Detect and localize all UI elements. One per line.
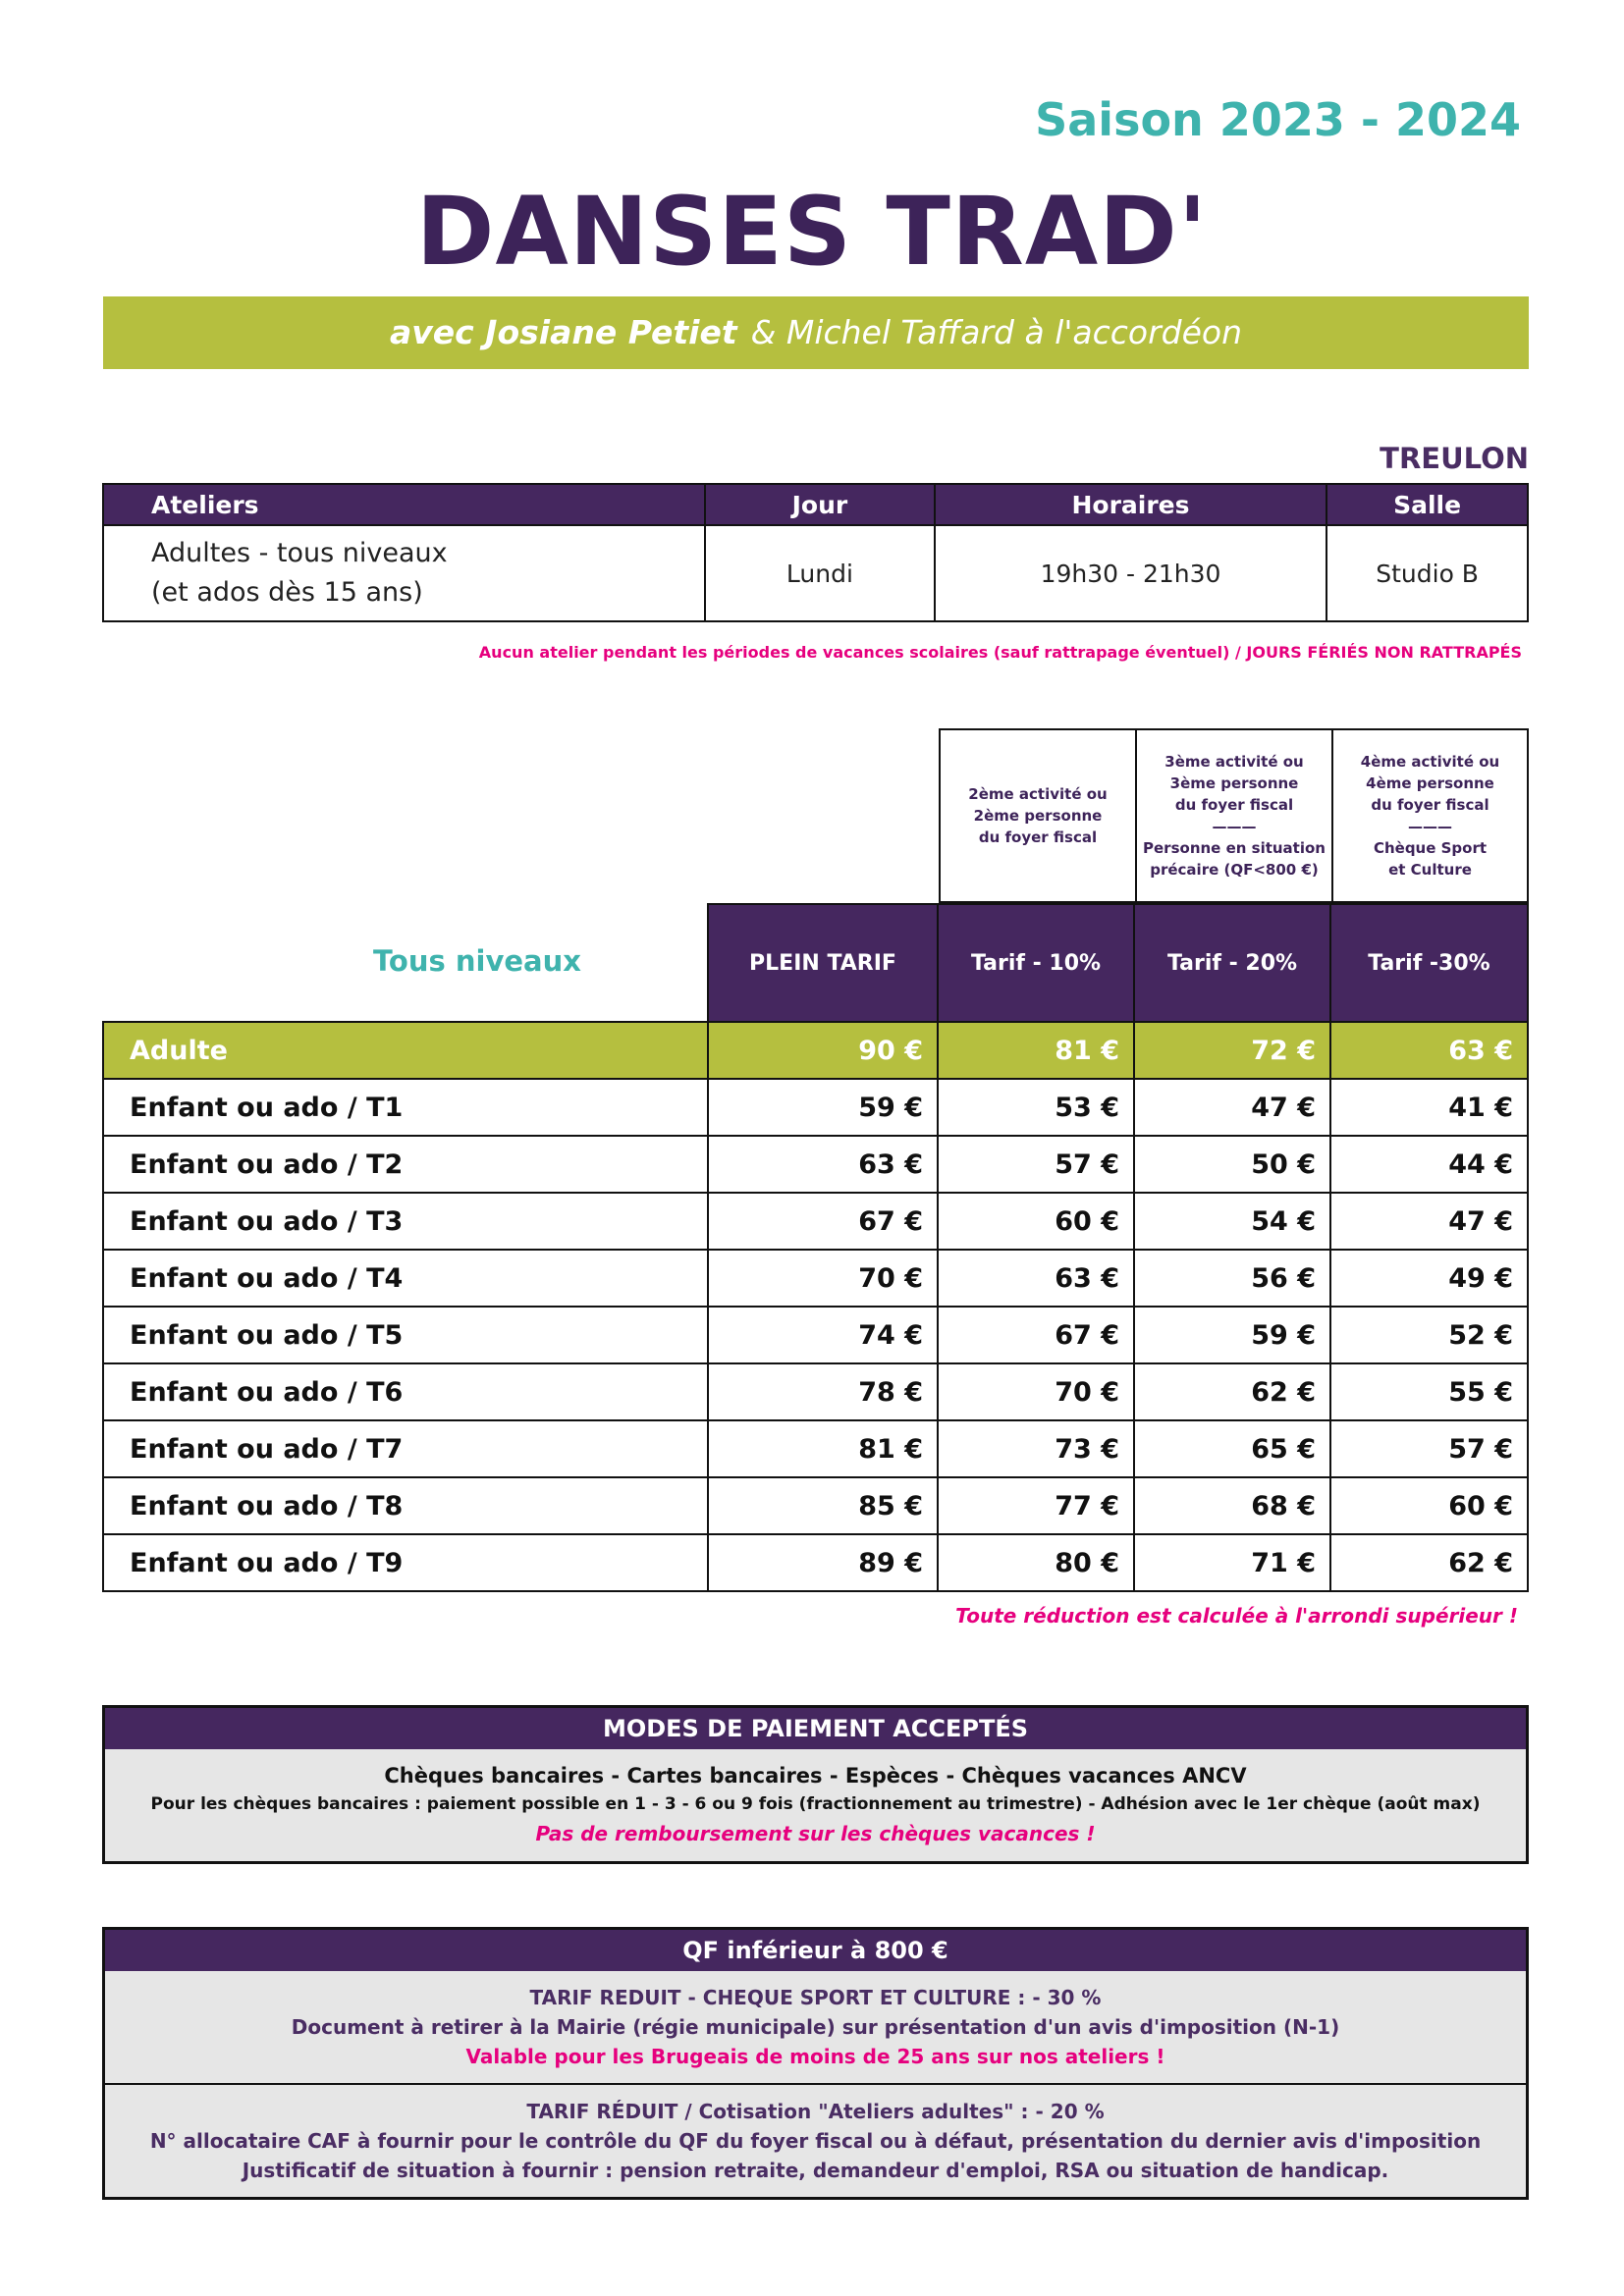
- condition-10-line: 2ème personne: [973, 807, 1103, 825]
- atelier-age: (et ados dès 15 ans): [151, 577, 423, 608]
- condition-30: [1331, 728, 1529, 903]
- tarif-price: 56 €: [1134, 1250, 1330, 1307]
- qf-s1-condition: Valable pour les Brugeais de moins de 25 ans sur nos ateliers !: [465, 2045, 1165, 2068]
- tarif-price: 73 €: [938, 1420, 1134, 1477]
- condition-30-line: 4ème personne: [1366, 774, 1494, 792]
- header-jour: Jour: [705, 484, 935, 525]
- tarif-price: 77 €: [938, 1477, 1134, 1534]
- tarif-price: 80 €: [938, 1534, 1134, 1591]
- qf-s1-heading: TARIF REDUIT - CHEQUE SPORT ET CULTURE : - 30 %: [529, 1986, 1102, 2009]
- tarif-row: [103, 1022, 1528, 1079]
- qf-s2-heading: TARIF RÉDUIT / Cotisation "Ateliers adultes" : - 20 %: [526, 2100, 1105, 2123]
- tarif-price: 85 €: [708, 1477, 938, 1534]
- qf-box: [102, 1927, 1529, 2200]
- condition-10-line: 2ème activité ou: [968, 785, 1108, 803]
- condition-10-line: du foyer fiscal: [978, 828, 1098, 846]
- condition-20-line: du foyer fiscal: [1174, 796, 1294, 814]
- payment-title: MODES DE PAIEMENT ACCEPTÉS: [105, 1708, 1526, 1749]
- ateliers-table: [102, 483, 1529, 622]
- tarif-price: 59 €: [708, 1079, 938, 1136]
- salle-cell: Studio B: [1326, 525, 1528, 621]
- condition-30-line: Chèque Sport: [1373, 839, 1488, 857]
- atelier-name: Adultes - tous niveaux: [151, 538, 448, 568]
- qf-s2-detail: N° allocataire CAF à fournir pour le contrôle du QF du foyer fiscal ou à défaut, présentation du dernier avis d'imposition: [149, 2129, 1482, 2153]
- header-tarif-20: Tarif - 20%: [1134, 904, 1330, 1022]
- tarifs-header-row: [103, 904, 1528, 1022]
- payment-installments: Pour les chèques bancaires : paiement possible en 1 - 3 - 6 ou 9 fois (fractionnement au trimestre) - Adhésion avec le 1er chèque (août max): [150, 1794, 1481, 1814]
- tarif-row: [103, 1250, 1528, 1307]
- tarifs-table: [102, 903, 1529, 1592]
- holidays-note: Aucun atelier pendant les périodes de vacances scolaires (sauf rattrapage éventuel) / JOURS FÉRIÉS NON RATTRAPÉS: [478, 643, 1522, 662]
- tarif-price: 68 €: [1134, 1477, 1330, 1534]
- tarif-price: 57 €: [938, 1136, 1134, 1193]
- tarif-price: 65 €: [1134, 1420, 1330, 1477]
- tarif-row-label: Enfant ou ado / T6: [103, 1363, 708, 1420]
- tarif-price: 90 €: [708, 1022, 938, 1079]
- condition-10: [939, 728, 1137, 903]
- qf-s1-detail: Document à retirer à la Mairie (régie municipale) sur présentation d'un avis d'imposition (N-1): [291, 2015, 1340, 2039]
- tarif-row: [103, 1420, 1528, 1477]
- condition-20-line: Personne en situation: [1143, 839, 1326, 857]
- condition-20-line: 3ème activité ou: [1164, 753, 1304, 771]
- tarif-price: 44 €: [1330, 1136, 1528, 1193]
- tarif-price: 72 €: [1134, 1022, 1330, 1079]
- header-tarif-30: Tarif -30%: [1330, 904, 1528, 1022]
- tarif-row-label: Enfant ou ado / T5: [103, 1307, 708, 1363]
- payment-box: [102, 1705, 1529, 1864]
- tarif-price: 81 €: [708, 1420, 938, 1477]
- tarif-price: 63 €: [708, 1136, 938, 1193]
- tarif-price: 63 €: [938, 1250, 1134, 1307]
- tarif-price: 62 €: [1330, 1534, 1528, 1591]
- tarif-price: 57 €: [1330, 1420, 1528, 1477]
- tarif-row: [103, 1193, 1528, 1250]
- tarif-row: [103, 1363, 1528, 1420]
- tarif-price: 67 €: [708, 1193, 938, 1250]
- tarifs-header-blank: [103, 904, 708, 1022]
- tarif-price: 71 €: [1134, 1534, 1330, 1591]
- tarif-row-label: Enfant ou ado / T7: [103, 1420, 708, 1477]
- tarif-price: 52 €: [1330, 1307, 1528, 1363]
- header-plein-tarif: PLEIN TARIF: [708, 904, 938, 1022]
- ateliers-row: [103, 525, 1528, 621]
- tarif-row: [103, 1307, 1528, 1363]
- tarif-row-label: Adulte: [103, 1022, 708, 1079]
- payment-methods: Chèques bancaires - Cartes bancaires - Espèces - Chèques vacances ANCV: [384, 1764, 1247, 1788]
- tarif-price: 50 €: [1134, 1136, 1330, 1193]
- tarif-price: 54 €: [1134, 1193, 1330, 1250]
- header-tarif-10: Tarif - 10%: [938, 904, 1134, 1022]
- tarif-row: [103, 1477, 1528, 1534]
- subtitle-banner: [103, 296, 1529, 369]
- tarif-price: 67 €: [938, 1307, 1134, 1363]
- qf-title: QF inférieur à 800 €: [105, 1930, 1526, 1971]
- qf-section-adultes: [105, 2083, 1526, 2197]
- tarif-row-label: Enfant ou ado / T3: [103, 1193, 708, 1250]
- header-salle: Salle: [1326, 484, 1528, 525]
- season-label: Saison 2023 - 2024: [1035, 93, 1521, 146]
- tarif-price: 55 €: [1330, 1363, 1528, 1420]
- qf-body: [105, 1971, 1526, 2197]
- location-label: TREULON: [1380, 442, 1529, 475]
- tarif-row-label: Enfant ou ado / T4: [103, 1250, 708, 1307]
- tarif-price: 41 €: [1330, 1079, 1528, 1136]
- condition-20: [1135, 728, 1333, 903]
- qf-section-sport-culture: [105, 1971, 1526, 2083]
- tarif-price: 63 €: [1330, 1022, 1528, 1079]
- tarif-price: 81 €: [938, 1022, 1134, 1079]
- tarif-price: 62 €: [1134, 1363, 1330, 1420]
- level-label: Tous niveaux: [373, 944, 581, 978]
- rounding-note: Toute réduction est calculée à l'arrondi supérieur !: [955, 1604, 1518, 1628]
- tarif-price: 70 €: [708, 1250, 938, 1307]
- page-title: DANSES TRAD': [415, 177, 1209, 287]
- condition-20-line: 3ème personne: [1169, 774, 1299, 792]
- condition-30-line: ———: [1408, 818, 1452, 835]
- tarif-row-label: Enfant ou ado / T2: [103, 1136, 708, 1193]
- payment-body: [105, 1749, 1526, 1861]
- musician-name: & Michel Taffard à l'accordéon: [750, 313, 1243, 351]
- header-ateliers: Ateliers: [103, 484, 705, 525]
- tarif-price: 59 €: [1134, 1307, 1330, 1363]
- tarif-price: 60 €: [1330, 1477, 1528, 1534]
- tarif-price: 74 €: [708, 1307, 938, 1363]
- tarif-price: 53 €: [938, 1079, 1134, 1136]
- payment-warning: Pas de remboursement sur les chèques vacances !: [535, 1822, 1096, 1845]
- tarif-row: [103, 1079, 1528, 1136]
- ateliers-header-row: [103, 484, 1528, 525]
- tarif-price: 60 €: [938, 1193, 1134, 1250]
- condition-20-line: précaire (QF<800 €): [1150, 861, 1319, 879]
- horaires-cell: 19h30 - 21h30: [935, 525, 1326, 621]
- tarif-row-label: Enfant ou ado / T8: [103, 1477, 708, 1534]
- tarif-row: [103, 1136, 1528, 1193]
- header-horaires: Horaires: [935, 484, 1326, 525]
- tarif-price: 47 €: [1134, 1079, 1330, 1136]
- tarif-price: 78 €: [708, 1363, 938, 1420]
- tarif-row-label: Enfant ou ado / T9: [103, 1534, 708, 1591]
- jour-cell: Lundi: [705, 525, 935, 621]
- condition-20-line: ———: [1212, 818, 1257, 835]
- tarif-price: 47 €: [1330, 1193, 1528, 1250]
- tarif-price: 49 €: [1330, 1250, 1528, 1307]
- condition-30-line: et Culture: [1388, 861, 1472, 879]
- tarif-row: [103, 1534, 1528, 1591]
- tarif-price: 70 €: [938, 1363, 1134, 1420]
- tarif-price: 89 €: [708, 1534, 938, 1591]
- qf-s2-condition: Justificatif de situation à fournir : pension retraite, demandeur d'emploi, RSA ou situation de handicap.: [242, 2159, 1389, 2182]
- condition-30-line: 4ème activité ou: [1360, 753, 1500, 771]
- atelier-cell: [103, 525, 705, 621]
- teacher-name: avec Josiane Petiet: [389, 313, 737, 351]
- condition-30-line: du foyer fiscal: [1371, 796, 1489, 814]
- tarif-row-label: Enfant ou ado / T1: [103, 1079, 708, 1136]
